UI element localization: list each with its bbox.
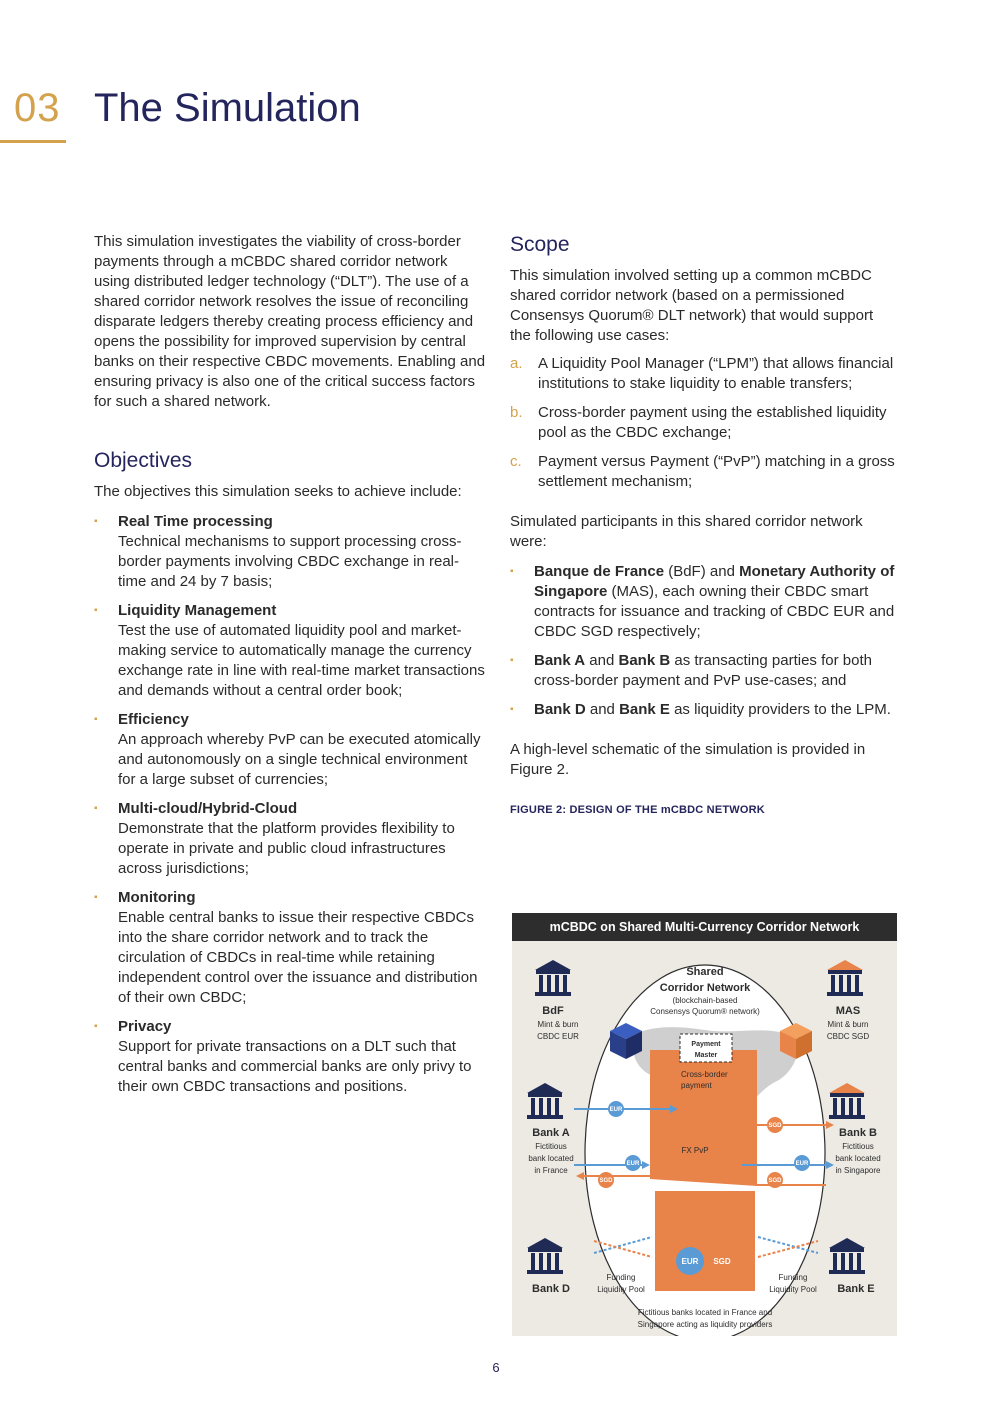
participant-item — [510, 651, 895, 691]
cross-border-label: payment — [681, 1081, 712, 1090]
page-title: The Simulation — [94, 86, 361, 130]
bank-a-label: Bank A — [532, 1127, 570, 1139]
bank-a-desc: bank located — [528, 1154, 574, 1163]
network-subtitle: Consensys Quorum® network) — [650, 1007, 760, 1016]
participant-text: as liquidity providers to the LPM. — [669, 701, 891, 718]
participant-text: and — [585, 652, 619, 669]
right-column — [510, 232, 895, 820]
objective-title: ▪ Real Time processing — [118, 513, 273, 530]
objective-item — [94, 601, 486, 701]
funding-label-right: Funding — [778, 1273, 808, 1282]
pool-eur-label: EUR — [681, 1257, 699, 1266]
bank-b-icon — [829, 1083, 865, 1119]
use-case-item — [510, 354, 895, 394]
network-diagram — [512, 913, 897, 1336]
bank-b-label: Bank B — [839, 1127, 877, 1139]
mas-desc: CBDC SGD — [826, 1032, 870, 1041]
use-case-marker: a. — [510, 355, 523, 372]
objectives-heading: Objectives — [94, 449, 193, 472]
bdf-desc: Mint & burn — [537, 1020, 579, 1029]
network-title: Shared — [686, 966, 724, 978]
use-case-item — [510, 452, 895, 492]
token-label: SGD — [599, 1178, 613, 1184]
objective-item — [94, 710, 486, 790]
scope-heading: Scope — [510, 233, 570, 256]
token-label: SGD — [768, 1178, 782, 1184]
participant-name: Bank D — [534, 701, 586, 718]
bank-a-desc: Fictitious — [535, 1142, 567, 1151]
objective-title: ▪ Multi-cloud/Hybrid-Cloud — [118, 800, 298, 817]
funding-label-left: Funding — [606, 1273, 636, 1282]
payment-master-label: Payment — [691, 1041, 721, 1048]
funding-label-left: Liquidity Pool — [597, 1285, 645, 1294]
mas-bank-icon — [827, 960, 863, 996]
participants-list — [510, 562, 895, 720]
bank-b-desc: in Singapore — [835, 1166, 881, 1175]
mas-label: MAS — [835, 1005, 861, 1017]
objective-title: ▪ Privacy — [118, 1018, 172, 1035]
bank-a-desc: in France — [534, 1166, 568, 1175]
funding-label-right: Liquidity Pool — [769, 1285, 817, 1294]
participant-text: as transacting parties for both cross-border payment and PvP use-cases; and — [534, 652, 872, 689]
pool-sgd-label: SGD — [713, 1257, 731, 1266]
participant-text: (MAS), each owning their CBDC smart contracts for issuance and tracking of CBDC EUR and CBDC SGD respectively; — [534, 583, 895, 640]
use-case-marker: c. — [510, 453, 522, 470]
objective-title: ▪ Monitoring — [118, 889, 196, 906]
cross-border-label: Cross-border — [681, 1070, 728, 1079]
token-label: SGD — [768, 1123, 782, 1129]
section-number: 03 — [14, 86, 61, 130]
scope-lead: This simulation involved setting up a common mCBDC shared corridor network (based on a permissioned Consensys Quorum® DLT network) that would support the following use cases: — [510, 267, 874, 344]
objective-title: ▪ Liquidity Management — [118, 602, 277, 619]
objective-text: Demonstrate that the platform provides flexibility to operate in private and public cloud infrastructures across jurisdictions; — [118, 820, 455, 877]
use-case-text: Cross-border payment using the established liquidity pool as the CBDC exchange; — [538, 404, 887, 441]
objective-item — [94, 888, 486, 1008]
use-case-text: A Liquidity Pool Manager (“LPM”) that allows financial institutions to stake liquidity to enable transfers; — [538, 355, 894, 392]
use-case-text: Payment versus Payment (“PvP”) matching in a gross settlement mechanism; — [538, 453, 895, 490]
participant-name: Monetary Authority of Singapore — [534, 563, 895, 600]
token-label: EUR — [609, 1107, 623, 1113]
objective-text: Support for private transactions on a DLT such that central banks and commercial banks are only privy to their own CBDC transactions and positions. — [118, 1038, 472, 1095]
diagram-header: mCBDC on Shared Multi-Currency Corridor Network — [512, 913, 897, 941]
page-number: 6 — [492, 1360, 500, 1375]
bdf-bank-icon — [535, 960, 571, 996]
participant-text: and — [585, 701, 620, 718]
objective-item — [94, 1017, 486, 1097]
left-column — [94, 232, 486, 1106]
objective-title: ▪ Efficiency — [118, 711, 189, 728]
diagram-footer: Fictitious banks located in France and — [637, 1308, 773, 1317]
diagram-canvas — [512, 913, 897, 1336]
intro-paragraph: This simulation investigates the viability of cross-border payments through a mCBDC shared corridor network using distributed ledger technology (“DLT”). The use of a shared corridor network resolves the issue of reconciling disparate ledgers thereby creating process efficiency and opens the possibility for improved supervision by central banks on their respective CBDC movements. Enabling and ensuring privacy is also one of the critical success factors for such a shared network. — [94, 233, 486, 410]
bank-d-icon — [527, 1238, 563, 1274]
bdf-desc: CBDC EUR — [537, 1032, 579, 1041]
fx-pvp-label: FX PvP — [681, 1146, 709, 1155]
objective-item — [94, 799, 486, 879]
objectives-lead: The objectives this simulation seeks to achieve include: — [94, 483, 462, 500]
participant-text: (BdF) and — [664, 563, 740, 580]
use-case-item — [510, 403, 895, 443]
liquidity-pool-box — [655, 1191, 755, 1291]
objective-text: Enable central banks to issue their respective CBDCs into the share corridor network and to track the circulation of CBDCs in real-time while retaining independent control over the issuance and distribution of their own CBDC; — [118, 909, 478, 1006]
bdf-label: BdF — [542, 1005, 564, 1017]
use-case-list — [510, 354, 895, 492]
bank-d-label: Bank D — [532, 1283, 570, 1295]
token-label: EUR — [795, 1161, 809, 1167]
network-subtitle: (blockchain-based — [672, 996, 738, 1005]
participant-item — [510, 562, 895, 642]
participant-item — [510, 700, 895, 720]
bank-e-icon — [829, 1238, 865, 1274]
participant-name: Bank E — [619, 701, 670, 718]
use-case-marker: b. — [510, 404, 523, 421]
section-rule — [0, 140, 66, 143]
network-title: Corridor Network — [659, 982, 751, 994]
bank-e-label: Bank E — [837, 1283, 875, 1295]
bank-b-desc: Fictitious — [842, 1142, 874, 1151]
bank-b-desc: bank located — [835, 1154, 881, 1163]
objective-text: Test the use of automated liquidity pool and market-making service to automatically manage the currency exchange rate in line with real-time market transactions and demands without a central order book; — [118, 622, 485, 699]
figure-caption: FIGURE 2: DESIGN OF THE mCBDC NETWORK — [510, 804, 765, 816]
objective-text: Technical mechanisms to support processing cross-border payments involving CBDC exchange in real-time and 24 by 7 basis; — [118, 533, 462, 590]
mas-desc: Mint & burn — [827, 1020, 869, 1029]
payment-master-label: Master — [694, 1052, 718, 1059]
participant-name: Bank B — [618, 652, 671, 669]
participant-name: Banque de France — [534, 563, 665, 580]
closing-paragraph: A high-level schematic of the simulation is provided in Figure 2. — [510, 741, 866, 778]
participant-name: Bank A — [534, 652, 586, 669]
objectives-list — [94, 512, 486, 1097]
bank-a-icon — [527, 1083, 563, 1119]
participants-lead: Simulated participants in this shared corridor network were: — [510, 513, 863, 550]
diagram-footer: Singapore acting as liquidity providers — [637, 1320, 773, 1329]
objective-text: An approach whereby PvP can be executed atomically and autonomously on a single technical environment for a large subset of currencies; — [118, 731, 481, 788]
objective-item — [94, 512, 486, 592]
token-label: EUR — [626, 1161, 640, 1167]
